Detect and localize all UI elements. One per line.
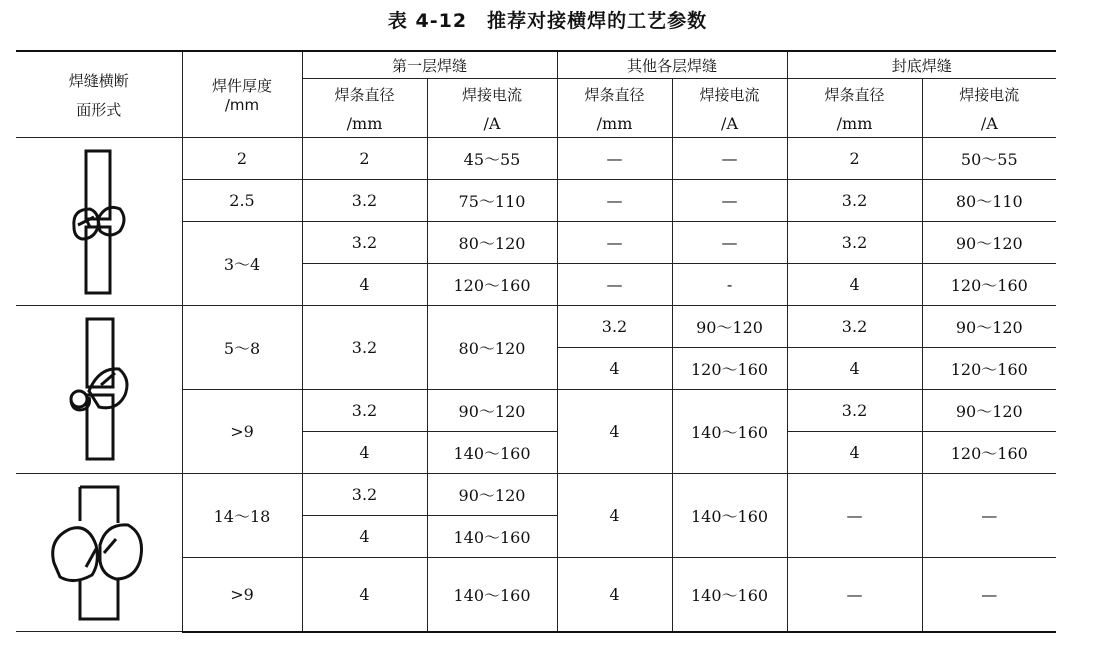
table-cell: — <box>672 180 787 222</box>
table-cell: 2 <box>787 138 922 180</box>
table-cell: 80～110 <box>922 180 1056 222</box>
table-cell: 3.2 <box>302 180 427 222</box>
header-sub-unit: /mm <box>557 109 672 138</box>
header-sub-label: 焊接电流 <box>672 79 787 110</box>
table-cell: 90～120 <box>672 306 787 348</box>
header-sub-unit: /A <box>922 109 1056 138</box>
table-cell: — <box>557 222 672 264</box>
header-first-layer: 第一层焊缝 <box>302 51 557 79</box>
table-cell: 3.2 <box>302 474 427 516</box>
table-cell: 75～110 <box>427 180 557 222</box>
table-cell: 140～160 <box>672 390 787 474</box>
double-v-weld-diagram-icon <box>16 474 182 632</box>
table-cell: 120～160 <box>922 348 1056 390</box>
header-backing-weld: 封底焊缝 <box>787 51 1056 79</box>
table-row <box>16 474 1056 516</box>
table-cell: — <box>922 474 1056 558</box>
table-cell: 90～120 <box>922 306 1056 348</box>
header-sub-label: 焊接电流 <box>922 79 1056 110</box>
header-cross-section: 焊缝横断 面形式 <box>16 51 182 138</box>
table-cell: — <box>557 264 672 306</box>
table-cell: 140～160 <box>672 474 787 558</box>
table-cell: 3.2 <box>302 222 427 264</box>
header-sub-label: 焊条直径 <box>787 79 922 110</box>
table-cell: — <box>672 138 787 180</box>
table-cell: 3.2 <box>787 306 922 348</box>
table-cell: 4 <box>302 432 427 474</box>
table-cell: 120～160 <box>427 264 557 306</box>
table-cell: 140～160 <box>427 558 557 632</box>
single-pass-weld-diagram-icon <box>16 138 182 306</box>
table-cell: 120～160 <box>922 264 1056 306</box>
table-cell: >9 <box>182 558 302 632</box>
table-cell: 4 <box>557 558 672 632</box>
table-row <box>16 138 1056 180</box>
table-cell: - <box>672 264 787 306</box>
table-cell: — <box>672 222 787 264</box>
multi-pass-weld-diagram-icon <box>16 306 182 474</box>
table-cell: 2.5 <box>182 180 302 222</box>
table-cell: 140～160 <box>427 516 557 558</box>
table-cell: 50～55 <box>922 138 1056 180</box>
table-cell: 90～120 <box>922 390 1056 432</box>
table-cell: 3.2 <box>787 180 922 222</box>
table-cell: 3.2 <box>787 222 922 264</box>
header-sub-label: 焊条直径 <box>557 79 672 110</box>
header-sub-unit: /mm <box>787 109 922 138</box>
table-cell: 3.2 <box>557 306 672 348</box>
header-sub-label: 焊接电流 <box>427 79 557 110</box>
table-cell: 4 <box>787 264 922 306</box>
table-title: 表 4-12 推荐对接横焊的工艺参数 <box>387 10 708 32</box>
table-cell: — <box>787 474 922 558</box>
table-cell: — <box>557 138 672 180</box>
table-cell: 120～160 <box>922 432 1056 474</box>
table-cell: — <box>922 558 1056 632</box>
table-cell: 2 <box>302 138 427 180</box>
header-sub-unit: /A <box>427 109 557 138</box>
welding-parameters-table <box>16 50 1056 633</box>
table-cell: 14～18 <box>182 474 302 558</box>
table-cell: 4 <box>787 432 922 474</box>
table-cell: 4 <box>302 558 427 632</box>
table-row <box>16 306 1056 348</box>
table-cell: 90～120 <box>922 222 1056 264</box>
table-cell: 4 <box>787 348 922 390</box>
table-cell: 4 <box>557 390 672 474</box>
table-cell: 3.2 <box>787 390 922 432</box>
table-cell: — <box>787 558 922 632</box>
table-cell: 120～160 <box>672 348 787 390</box>
table-cell: 3.2 <box>302 306 427 390</box>
header-sub-label: 焊条直径 <box>302 79 427 110</box>
header-thickness: 焊件厚度 /mm <box>182 51 302 138</box>
table-cell: 80～120 <box>427 306 557 390</box>
table-cell: 140～160 <box>672 558 787 632</box>
table-cell: 45～55 <box>427 138 557 180</box>
header-sub-unit: /mm <box>302 109 427 138</box>
table-cell: 4 <box>302 264 427 306</box>
table-cell: 4 <box>557 474 672 558</box>
table-cell: 90～120 <box>427 390 557 432</box>
table-cell: — <box>557 180 672 222</box>
table-cell: 4 <box>557 348 672 390</box>
table-cell: 90～120 <box>427 474 557 516</box>
table-cell: >9 <box>182 390 302 474</box>
table-cell: 4 <box>302 516 427 558</box>
table-cell: 5～8 <box>182 306 302 390</box>
table-cell: 80～120 <box>427 222 557 264</box>
table-cell: 140～160 <box>427 432 557 474</box>
header-other-layers: 其他各层焊缝 <box>557 51 787 79</box>
table-cell: 2 <box>182 138 302 180</box>
table-cell: 3～4 <box>182 222 302 306</box>
header-sub-unit: /A <box>672 109 787 138</box>
table-cell: 3.2 <box>302 390 427 432</box>
